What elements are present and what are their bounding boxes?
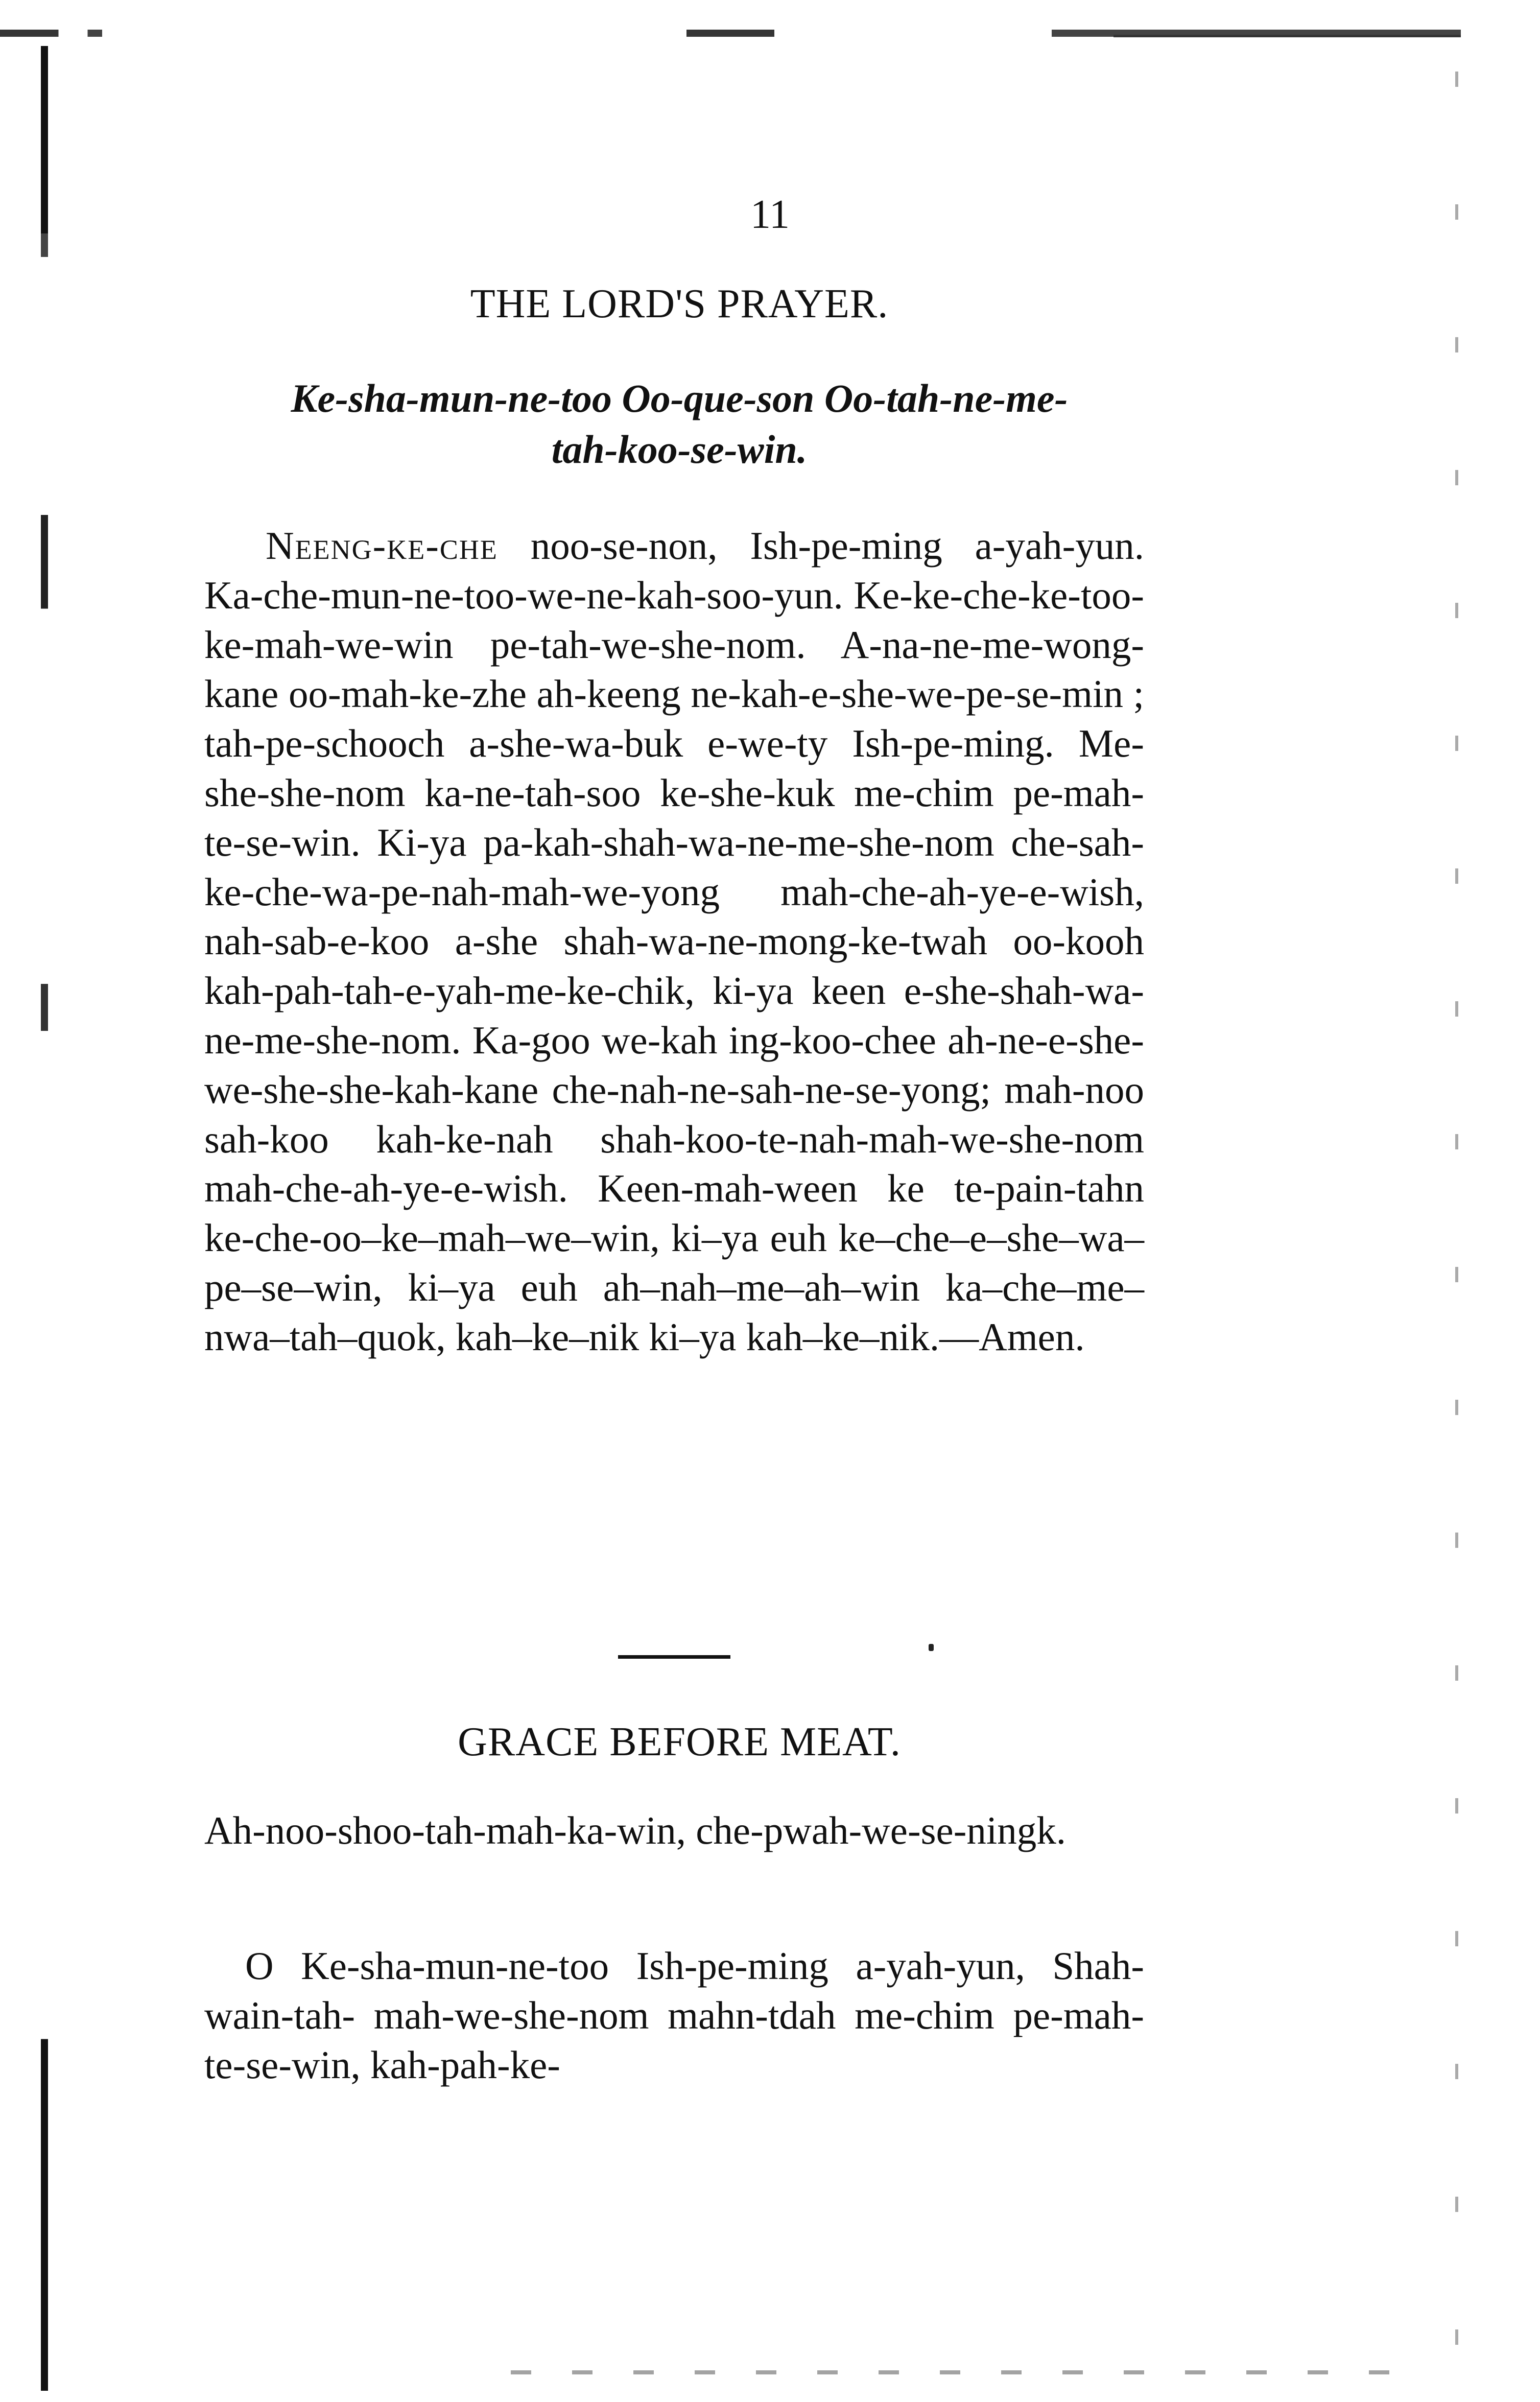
scan-edge-right	[1455, 72, 1458, 2370]
grace-intro: Ah-noo-shoo-tah-mah-ka-win, che-pwah-we-se-ningk.	[204, 1808, 1067, 1852]
grace-paragraph: O Ke-sha-mun-ne-too Ish-pe-ming a-yah-yun, Shah-wain-tah- mah-we-she-nom mahn-tdah me-chim pe-mah-te-se-win, kah-pah-ke-	[204, 1944, 1144, 2087]
ink-speck	[929, 1644, 934, 1651]
page-number: 11	[750, 192, 790, 237]
prayer-subtitle	[194, 373, 1165, 475]
prayer-opening-words: Neeng-ke-che	[266, 524, 498, 568]
prayer-text: noo-se-non, Ish-pe-ming a-yah-yun. Ka-che-mun-ne-too-we-ne-kah-soo-yun. Ke-ke-che-ke-too-ke-mah-we-win pe-tah-we-she-nom. A-na-ne-me-wong-kane oo-mah-ke-zhe ah-keeng ne-kah-e-she-we-pe-se-min ; tah-pe-schooch a-she-wa-buk e-we-ty Ish-pe-ming. Me-she-she-nom ka-ne-tah-soo ke-she-kuk me-chim pe-mah-te-se-win. Ki-ya pa-kah-shah-wa-ne-me-she-nom che-sah-ke-che-wa-pe-nah-mah-we-yong mah-che-ah-ye-e-wish, nah-sab-e-koo a-she shah-wa-ne-mong-ke-twah oo-kooh kah-pah-tah-e-yah-me-ke-chik, ki-ya keen e-she-shah-wa-ne-me-she-nom. Ka-goo we-kah ing-koo-chee ah-ne-e-she-we-she-she-kah-kane che-nah-ne-sah-ne-se-yong; mah-noo sah-koo kah-ke-nah shah-koo-te-nah-mah-we-she-nom mah-che-ah-ye-e-wish. Keen-mah-ween ke te-pain-tahn ke-che-oo–ke–mah–we–win, ki–ya euh ke–che–e–she–wa–pe–se–win, ki–ya euh ah–nah–me–ah–win ka–che–me–nwa–tah–quok, kah–ke–nik ki–ya kah–ke–nik.—Amen.	[204, 524, 1145, 1359]
grace-heading: GRACE BEFORE MEAT.	[458, 1720, 901, 1764]
prayer-subtitle-line1: Ke-sha-mun-ne-too Oo-que-son Oo-tah-ne-me-	[291, 376, 1068, 420]
scan-edge-bottom	[511, 2370, 1430, 2374]
scan-edge-left	[41, 46, 48, 2391]
prayer-heading: THE LORD'S PRAYER.	[470, 281, 889, 326]
prayer-subtitle-line2: tah-koo-se-win.	[551, 427, 808, 472]
scan-edge-top-line	[1113, 35, 1461, 37]
prayer-paragraph	[204, 521, 1144, 1362]
section-divider	[618, 1655, 730, 1659]
